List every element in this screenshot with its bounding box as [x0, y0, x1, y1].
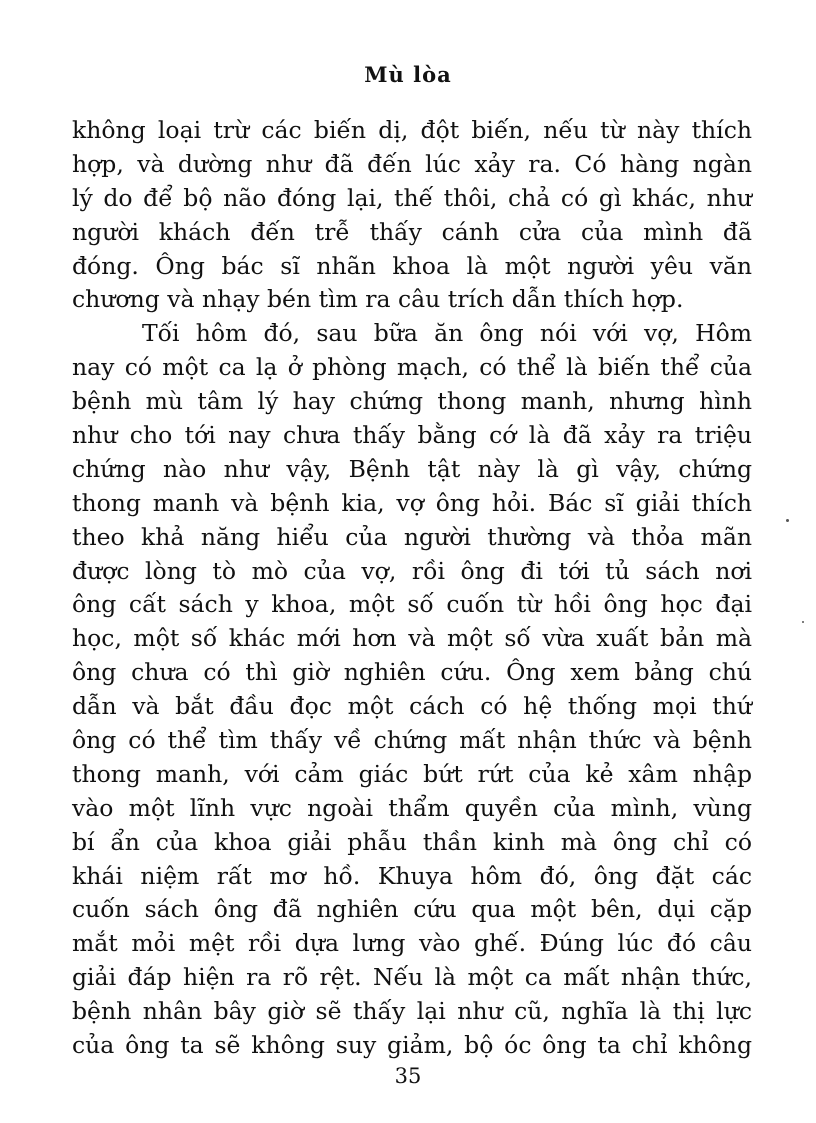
text-line: cuốn sách ông đã nghiên cứu qua một bên, dụi cặp — [72, 895, 752, 924]
text-line: người khách đến trễ thấy cánh cửa của mình đã — [72, 217, 752, 246]
text-line: Tối hôm đó, sau bữa ăn ông nói với vợ, Hôm — [142, 319, 752, 348]
text-line: chứng nào như vậy, Bệnh tật này là gì vậy, chứng — [72, 454, 752, 483]
text-line: chương và nhạy bén tìm ra câu trích dẫn thích hợp. — [72, 285, 684, 314]
paragraph-2 — [72, 317, 752, 1063]
scan-speck — [786, 519, 789, 522]
text-line: lý do để bộ não đóng lại, thế thôi, chả có gì khác, như — [72, 183, 752, 212]
text-line: giải đáp hiện ra rõ rệt. Nếu là một ca mất nhận thức, — [72, 963, 752, 992]
text-line: ông chưa có thì giờ nghiên cứu. Ông xem bảng chú — [72, 658, 752, 687]
scan-speck — [802, 621, 804, 623]
text-line: ông cất sách y khoa, một số cuốn từ hồi ông học đại — [72, 590, 752, 619]
running-head: Mù lòa — [364, 62, 452, 87]
text-line: theo khả năng hiểu của người thường và thỏa mãn — [72, 522, 752, 551]
text-line: bệnh mù tâm lý hay chứng thong manh, nhưng hình — [72, 387, 752, 416]
text-line: đóng. Ông bác sĩ nhãn khoa là một người yêu văn — [72, 251, 752, 280]
text-line: ông có thể tìm thấy về chứng mất nhận thức và bệnh — [72, 726, 752, 755]
text-line: dẫn và bắt đầu đọc một cách có hệ thống mọi thứ — [72, 692, 752, 721]
text-line: không loại trừ các biến dị, đột biến, nếu từ này thích — [72, 116, 752, 144]
text-line: vào một lĩnh vực ngoài thẩm quyền của mình, vùng — [72, 793, 752, 822]
text-line: như cho tới nay chưa thấy bằng cớ là đã xảy ra triệu — [72, 421, 752, 450]
text-line: mắt mỏi mệt rồi dựa lưng vào ghế. Đúng lúc đó câu — [72, 929, 752, 958]
text-line: khái niệm rất mơ hồ. Khuya hôm đó, ông đặt các — [72, 861, 752, 890]
text-line: nay có một ca lạ ở phòng mạch, có thể là biến thể của — [72, 353, 752, 382]
text-line: hợp, và dường như đã đến lúc xảy ra. Có hàng ngàn — [72, 149, 752, 178]
body-text — [72, 114, 752, 1063]
page-number: 35 — [394, 1064, 422, 1088]
text-line: thong manh, với cảm giác bứt rứt của kẻ xâm nhập — [72, 759, 752, 788]
paragraph-1 — [72, 114, 752, 317]
text-line: học, một số khác mới hơn và một số vừa xuất bản mà — [72, 624, 752, 653]
text-line: thong manh và bệnh kia, vợ ông hỏi. Bác sĩ giải thích — [72, 488, 752, 517]
text-line: bệnh nhân bây giờ sẽ thấy lại như cũ, nghĩa là thị lực — [72, 997, 752, 1026]
text-line: được lòng tò mò của vợ, rồi ông đi tới tủ sách nơi — [72, 556, 752, 585]
text-line: của ông ta sẽ không suy giảm, bộ óc ông ta chỉ không — [72, 1031, 752, 1060]
text-line: bí ẩn của khoa giải phẫu thần kinh mà ông chỉ có — [72, 827, 752, 856]
